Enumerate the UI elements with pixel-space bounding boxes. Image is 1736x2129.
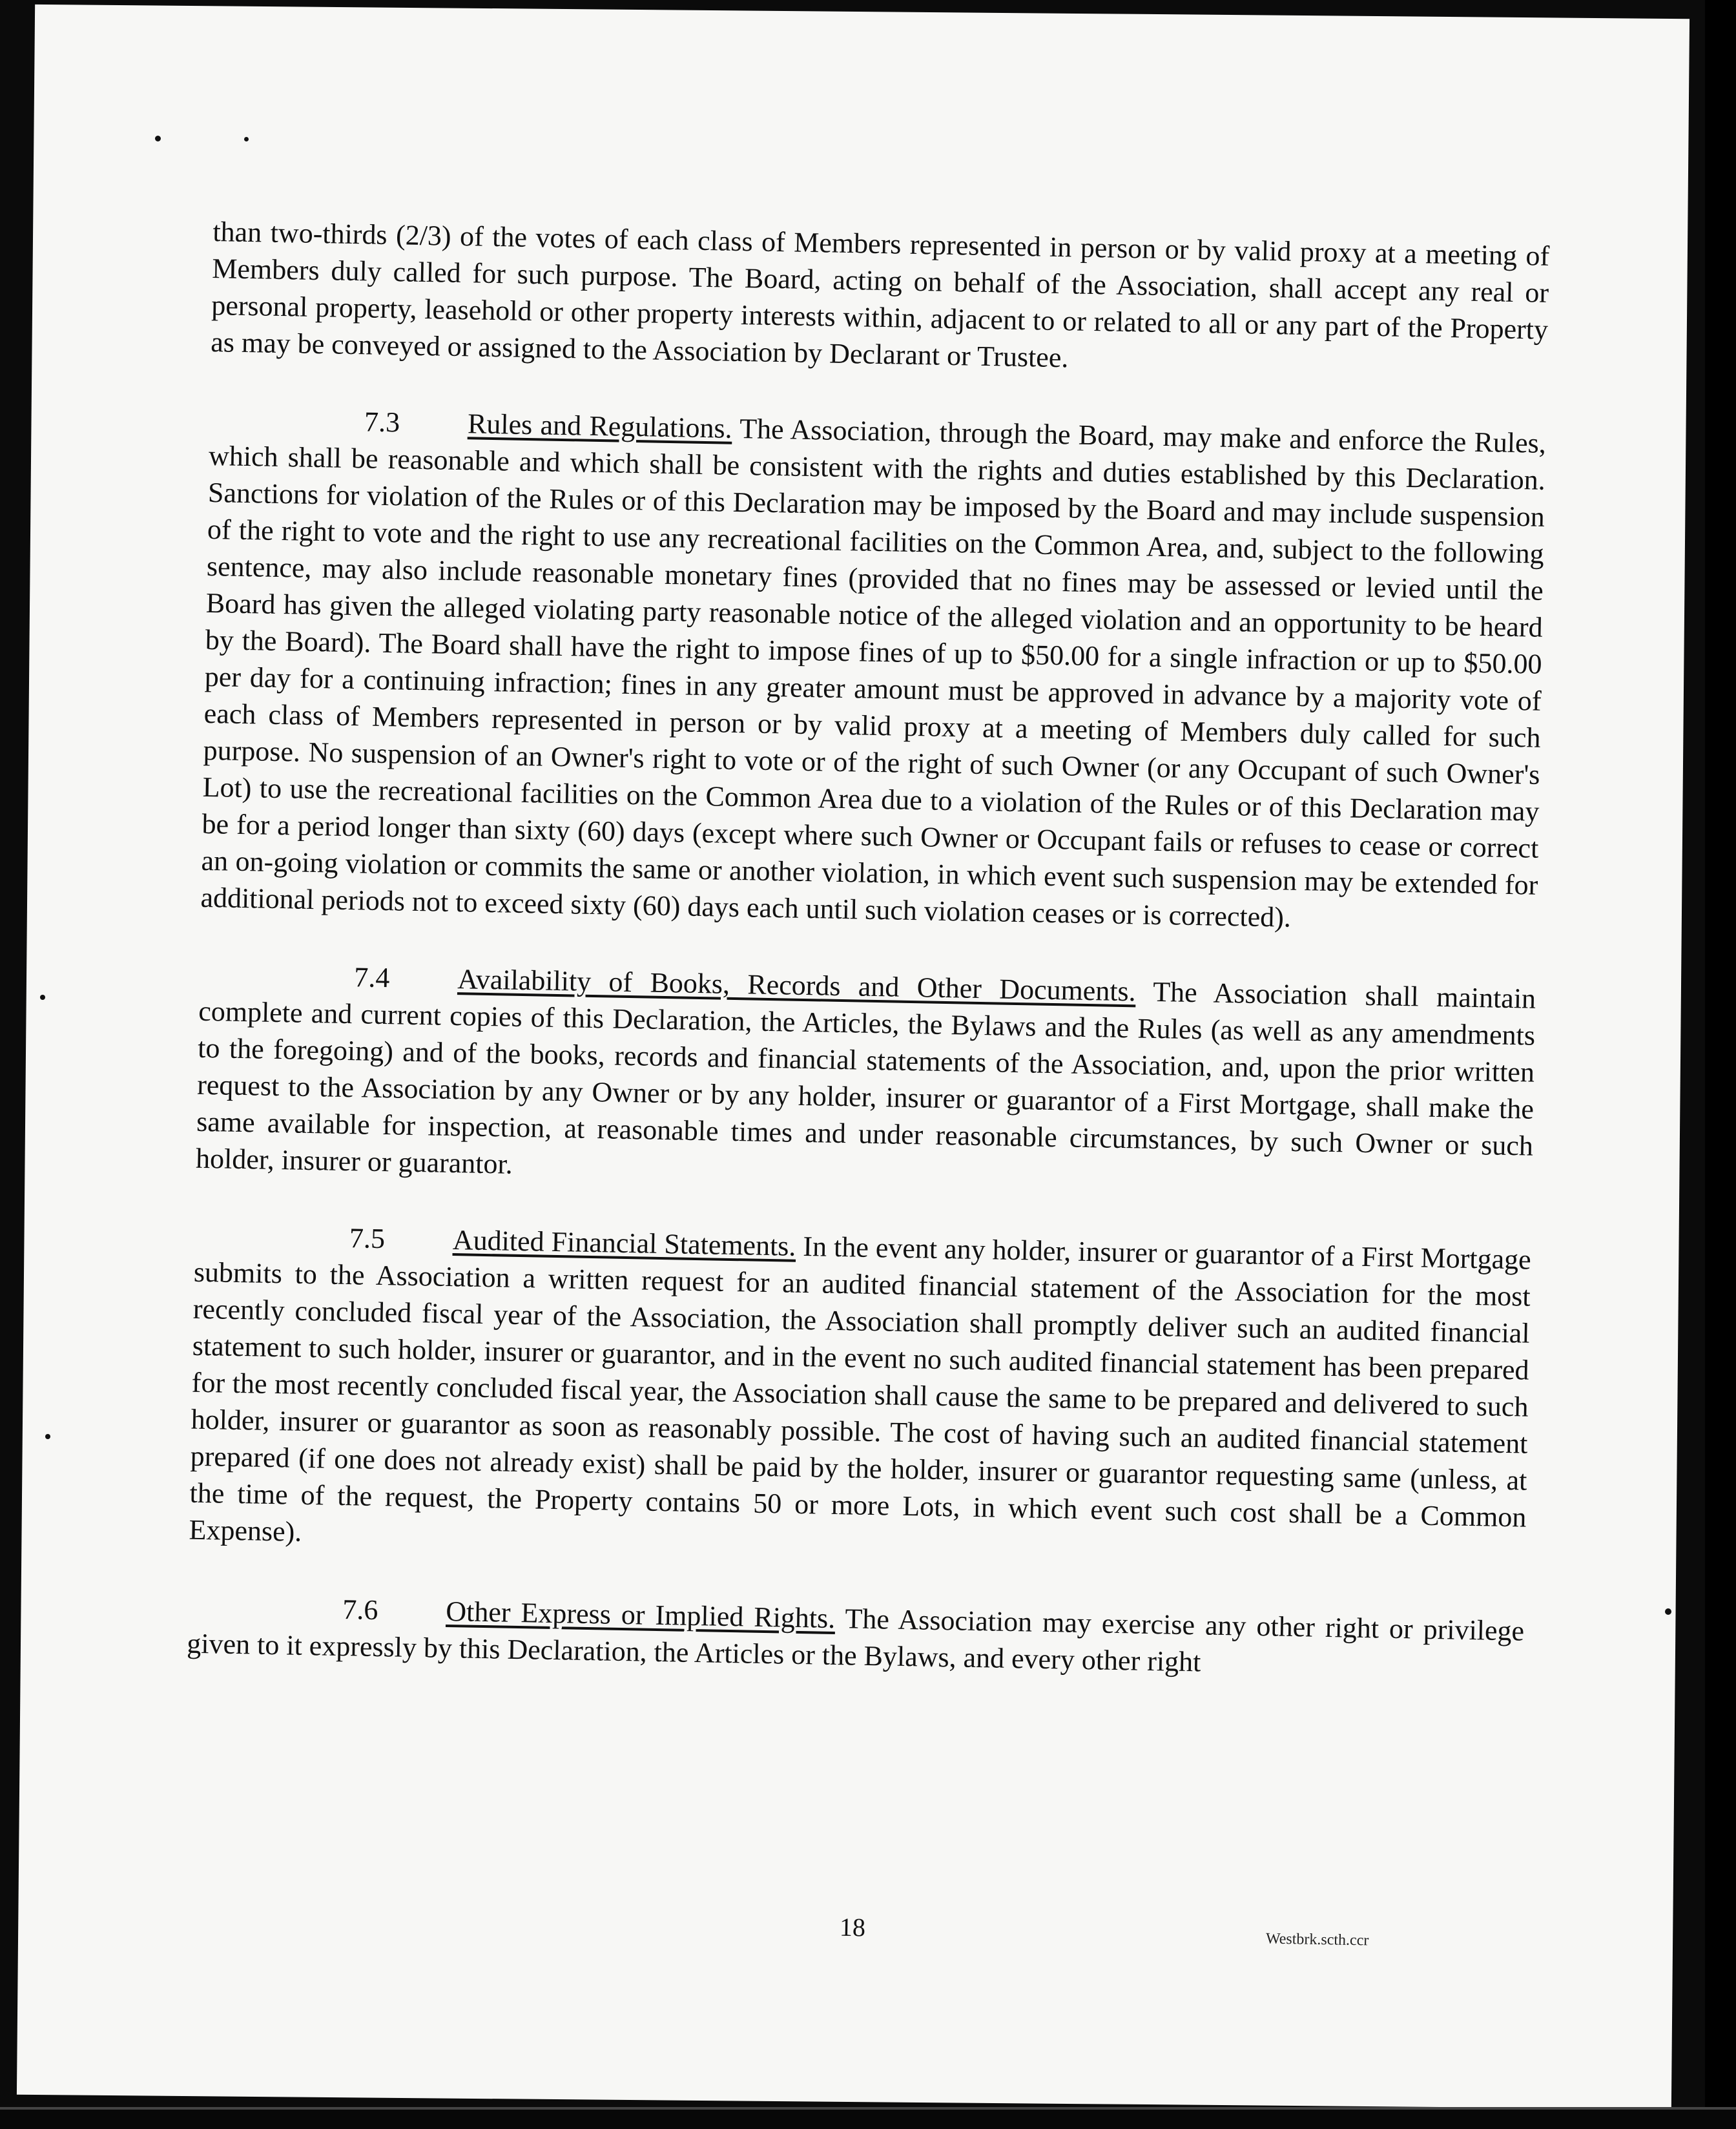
section-7-3 (200, 400, 1546, 940)
page-number: 18 (839, 1912, 866, 1942)
section-number: 7.5 (349, 1222, 386, 1255)
intro-paragraph: than two-thirds (2/3) of the votes of each class of Members represented in person or by valid proxy at a meeting of Members duly called for such purpose. The Board, acting on behalf of the Association, shall accept any real or personal property, leasehold or other property interests within, adjacent to or related to all or any part of the Property as may be conveyed or assigned to the Association by Declarant or Trustee. (210, 215, 1550, 374)
section-number: 7.3 (364, 406, 400, 439)
section-body: The Association, through the Board, may make and enforce the Rules, which shall be reasonable and which shall be consistent with the rights and duties established by this Declaration. Sanctions for violation of the Rules or of this Declaration may be imposed by the Board and may include suspension of the right to vote and the right to use any recreational facilities on the Common Area, and, subject to the following sentence, may also include reasonable monetary fines (provided that no fines may be assessed or levied until the Board has given the alleged violating party reasonable notice of the alleged violation and an opportunity to be heard by the Board). The Board shall have the right to impose fines of up to $50.00 for a single infraction or up to $50.00 per day for a continuing infraction; fines in any greater amount must be approved in advance by a majority vote of each class of Members represented in person or by valid proxy at a meeting of Members duly called for such purpose. No suspension of an Owner's right to vote or of the right of such Owner (or any Occupant of such Owner's Lot) to use the recreational facilities on the Common Area due to a violation of the Rules or of this Declaration may be for a period longer than sixty (60) days (except where such Owner or Occupant fails or refuses to cease or correct an on-going violation or commits the same or another violation, in which event such suspension may be extended for additional periods not to exceed sixty (60) days each until such violation ceases or is corrected). (200, 412, 1547, 933)
scan-speck (1665, 1608, 1671, 1615)
scan-speck (45, 1434, 50, 1439)
section-heading: Rules and Regulations. (467, 408, 733, 444)
scan-edge-right (1705, 0, 1736, 2129)
scan-speck (155, 136, 161, 141)
section-heading: Other Express or Implied Rights. (445, 1595, 836, 1635)
scan-speck (40, 995, 45, 1000)
section-body: The Association may exercise any other right or privilege given to it expressly by this Declaration, the Articles or the Bylaws, and every other right (186, 1603, 1525, 1678)
scan-edge-bottom (0, 2107, 1736, 2129)
section-number: 7.4 (353, 961, 390, 994)
section-7-5 (189, 1217, 1531, 1573)
file-code-footer: Westbrk.scth.ccr (1265, 1930, 1369, 1949)
scan-speck (244, 137, 249, 141)
section-number: 7.6 (342, 1594, 378, 1626)
section-heading: Audited Financial Statements. (452, 1224, 796, 1262)
section-body: In the event any holder, insurer or guarantor of a First Mortgage submits to the Association a written request for an audited financial statement of the Association for the most recently concluded fiscal year of the Association, the Association shall promptly deliver such an audited financial statement to such holder, insurer or guarantor, and in the event no such audited financial statement has been prepared for the most recently concluded fiscal year, the Association shall cause the same to be prepared and delivered to such holder, insurer or guarantor as soon as reasonably possible. The cost of having such an audited financial statement prepared (if one does not already exist) shall be paid by the holder, insurer or guarantor requesting same (unless, at the time of the request, the Property contains 50 or more Lots, in which event such cost shall be a Common Expense). (189, 1231, 1532, 1548)
document-body (186, 213, 1550, 1727)
section-7-6 (187, 1588, 1525, 1687)
section-body: The Association shall maintain complete and current copies of this Declaration, the Articles, the Bylaws and the Rules (as well as any amendments to the foregoing) and of the books, records and financial statements of the Association, and, upon the prior written request to the Association by any Owner or by any holder, insurer or guarantor of a First Mortgage, shall make the same available for inspection, at reasonable times and under reasonable circumstances, by such Owner or such holder, insurer or guarantor. (195, 975, 1536, 1180)
section-heading: Availability of Books, Records and Other Documents. (457, 963, 1137, 1008)
section-7-4 (196, 956, 1536, 1201)
